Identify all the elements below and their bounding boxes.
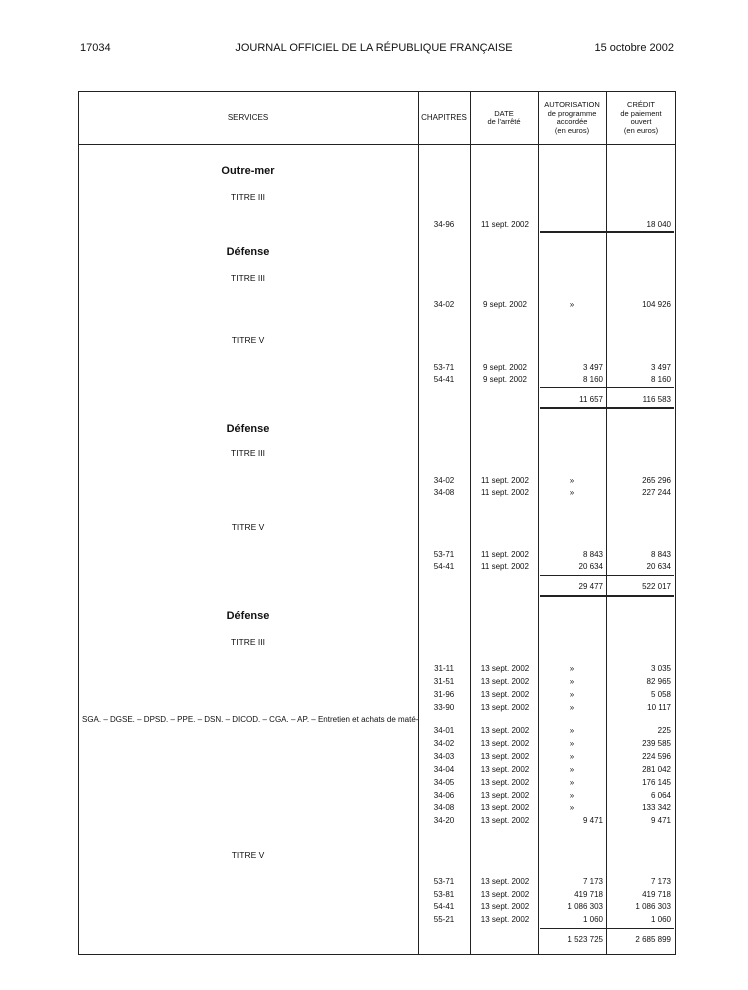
section-title: Défense xyxy=(226,423,270,435)
table-row: 34-02 11 sept. 2002 » 265 296 xyxy=(433,476,671,485)
journal-title: JOURNAL OFFICIEL DE LA RÉPUBLIQUE FRANÇAISE xyxy=(235,42,513,54)
section-title: Outre-mer xyxy=(221,165,275,177)
col-header-services: SERVICES xyxy=(227,112,269,122)
table-row: 53-71 13 sept. 2002 7 173 7 173 xyxy=(433,877,671,886)
table-row: 33-90 13 sept. 2002 » 10 117 xyxy=(433,703,671,712)
sum-rule xyxy=(540,575,674,576)
totals-row: 29 477 522 017 xyxy=(578,582,671,591)
subtotal-rule xyxy=(540,231,674,233)
titre-heading: TITRE V xyxy=(231,522,265,532)
col-header-chapitres: CHAPITRES xyxy=(421,112,467,122)
header-divider xyxy=(78,144,676,145)
titre-heading: TITRE V xyxy=(231,335,265,345)
table-row: 53-81 13 sept. 2002 419 718 419 718 xyxy=(433,890,671,899)
titre-heading: TITRE III xyxy=(231,273,265,283)
table-row: 34-04 13 sept. 2002 » 281 042 xyxy=(433,765,671,774)
col-header-autorisation: AUTORISATION de programme accordée (en euros) xyxy=(544,100,600,135)
table-row: 54-41 13 sept. 2002 1 086 303 1 086 303 xyxy=(433,902,671,911)
table-row: 31-96 13 sept. 2002 » 5 058 xyxy=(433,690,671,699)
table-row: 31-11 13 sept. 2002 » 3 035 xyxy=(434,664,671,673)
table-row: 34-06 13 sept. 2002 » 6 064 xyxy=(433,791,671,800)
table-row: 55-21 13 sept. 2002 1 060 1 060 xyxy=(433,915,671,924)
titre-heading: TITRE III xyxy=(231,637,265,647)
col-header-credit: CRÉDIT de paiement ouvert (en euros) xyxy=(620,100,662,135)
totals-row: 1 523 725 2 685 899 xyxy=(567,935,671,944)
subtotal-rule xyxy=(540,595,674,597)
section-title: Défense xyxy=(226,610,270,622)
titre-heading: TITRE V xyxy=(231,850,265,860)
table-row: 34-02 9 sept. 2002 » 104 926 xyxy=(433,300,671,309)
publication-date: 15 octobre 2002 xyxy=(594,42,674,54)
col-header-date: DATE de l'arrêté xyxy=(487,108,521,126)
sum-rule xyxy=(540,387,674,388)
table-row: 34-01 13 sept. 2002 » 225 xyxy=(433,726,671,735)
table-row: 34-03 13 sept. 2002 » 224 596 xyxy=(433,752,671,761)
table-row: 54-41 11 sept. 2002 20 634 20 634 xyxy=(433,562,671,571)
table-row: 34-20 13 sept. 2002 9 471 9 471 xyxy=(433,816,671,825)
table-row: 54-41 9 sept. 2002 8 160 8 160 xyxy=(433,375,671,384)
table-row-continuation: SGA. – DGSE. – DPSD. – PPE. – DSN. – DICOD. – CGA. – AP. – Entretien et achats de maté- xyxy=(82,715,419,724)
table-row: 34-02 13 sept. 2002 » 239 585 xyxy=(433,739,671,748)
sum-rule xyxy=(540,928,674,929)
table-row: 34-08 13 sept. 2002 » 133 342 xyxy=(433,803,671,812)
table-row: 53-71 11 sept. 2002 8 843 8 843 xyxy=(433,550,671,559)
totals-row: 11 657 116 583 xyxy=(579,395,671,404)
titre-heading: TITRE III xyxy=(231,448,265,458)
page-number: 17034 xyxy=(80,42,111,54)
table-row: 34-08 11 sept. 2002 » 227 244 xyxy=(433,488,671,497)
table-row: 34-05 13 sept. 2002 » 176 145 xyxy=(433,778,671,787)
table-row: 31-51 13 sept. 2002 » 82 965 xyxy=(433,677,671,686)
titre-heading: TITRE III xyxy=(231,192,265,202)
table-row: 34-96 11 sept. 2002 18 040 xyxy=(433,220,671,229)
subtotal-rule xyxy=(540,407,674,409)
section-title: Défense xyxy=(226,246,270,258)
table-row: 53-71 9 sept. 2002 3 497 3 497 xyxy=(433,363,671,372)
